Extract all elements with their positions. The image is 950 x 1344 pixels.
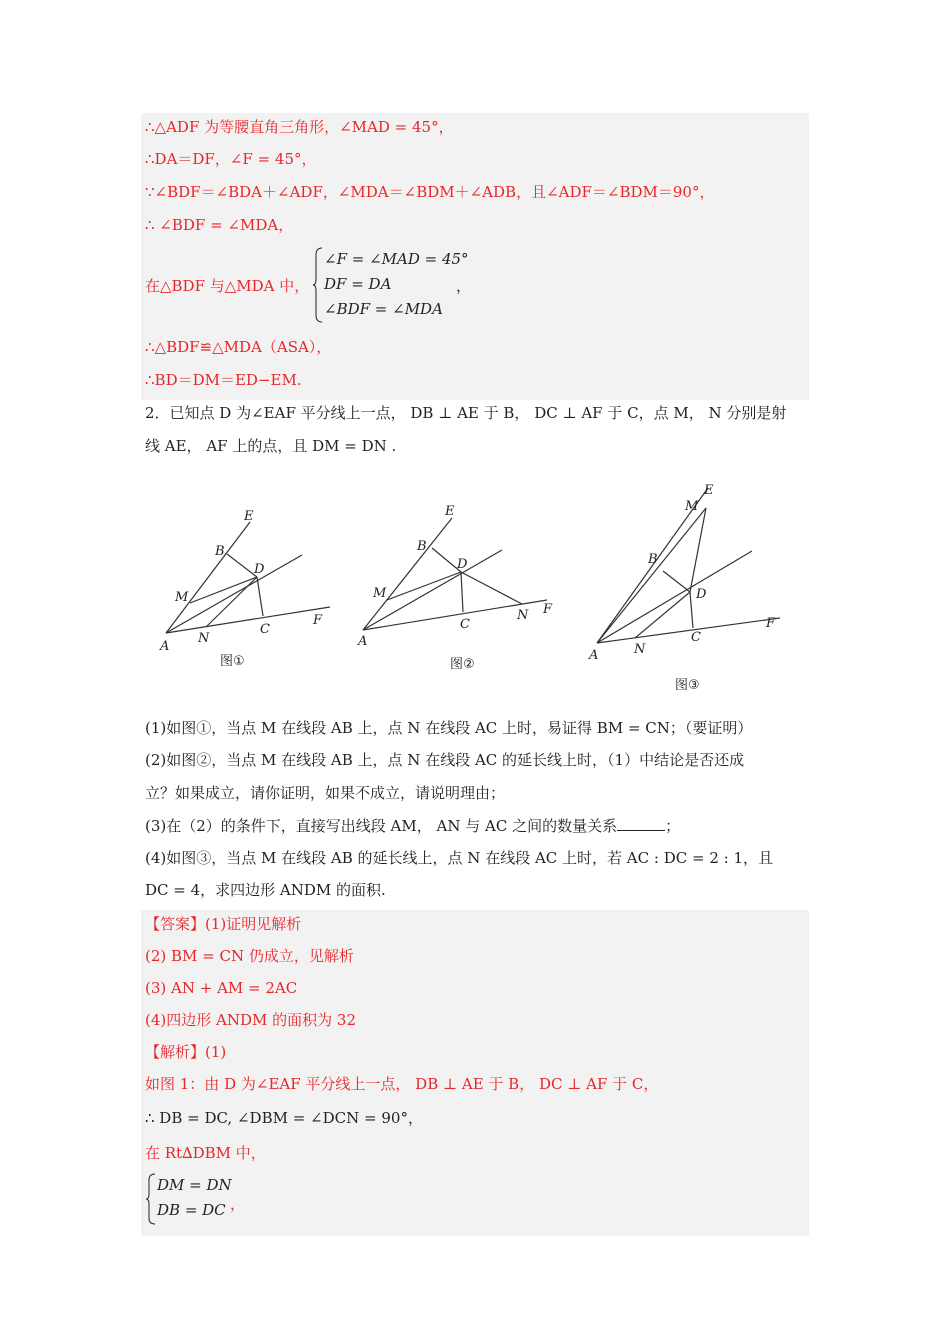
figure-2-caption: 图②: [450, 657, 475, 672]
system-line-2: DF = DA: [324, 275, 392, 293]
problem-line-2: 线 AE， AF 上的点，且 DM = DN .: [145, 437, 397, 455]
label-D: D: [254, 562, 265, 577]
answer-item-4: (4)四边形 ANDM 的面积为 32: [145, 1011, 356, 1029]
answer-line-1: [145, 913, 301, 935]
figure-3: [580, 478, 795, 698]
label-C: C: [691, 630, 701, 645]
label-B: B: [417, 539, 427, 554]
label-E: E: [445, 504, 455, 519]
answer-item-3: (3) AN + AM = 2AC: [145, 979, 298, 997]
solution-line-3: ∵∠BDF＝∠BDA＋∠ADF，∠MDA＝∠BDM＋∠ADB，且∠ADF＝∠BDM＝90°，: [145, 183, 715, 201]
label-B: B: [648, 552, 658, 567]
analysis-part: (1): [205, 1043, 227, 1061]
label-N: N: [517, 608, 529, 623]
question-1: (1)如图①，当点 M 在线段 AB 上，点 N 在线段 AC 上时，易证得 BM = CN；（要证明）: [145, 719, 753, 737]
figure-3-labels: [588, 483, 776, 663]
solution-line-1: ∴△ADF 为等腰直角三角形，∠MAD = 45°，: [145, 118, 454, 136]
question-4a: (4)如图③，当点 M 在线段 AB 的延长线上，点 N 在线段 AC 上时，若 AC : DC = 2 : 1，且: [145, 849, 773, 867]
label-F: F: [766, 616, 776, 631]
system-line-3: ∠BDF = ∠MDA: [324, 300, 443, 318]
analysis-system-line-2: DB = DC: [157, 1201, 226, 1219]
left-brace-icon: [312, 247, 324, 323]
label-C: C: [460, 617, 470, 632]
solution-line-2: ∴DA＝DF，∠F = 45°，: [145, 150, 317, 168]
solution-line-5: ∴△BDF≌△MDA（ASA），: [145, 338, 332, 356]
analysis-line-3: 在 Rt∆DBM 中，: [145, 1144, 266, 1162]
analysis-header: [145, 1041, 226, 1063]
label-A: A: [358, 634, 368, 649]
label-N: N: [634, 642, 646, 657]
analysis-line-2: ∴ DB = DC, ∠DBM = ∠DCN = 90°，: [145, 1109, 423, 1127]
figure-3-caption: 图③: [675, 678, 700, 693]
question-2b: 立？如果成立，请你证明，如果不成立，请说明理由；: [145, 784, 506, 802]
figure-1-caption: 图①: [220, 654, 245, 669]
label-C: C: [260, 622, 270, 637]
analysis-tag: 【解析】: [145, 1043, 206, 1061]
label-E: E: [244, 509, 254, 524]
question-2a: (2)如图②，当点 M 在线段 AB 上，点 N 在线段 AC 的延长线上时，（1）中结论是否还成: [145, 751, 745, 769]
system-prefix: 在△BDF 与△MDA 中，: [145, 277, 310, 295]
question-4b: DC = 4，求四边形 ANDM 的面积.: [145, 881, 386, 899]
label-N: N: [198, 631, 210, 646]
label-B: B: [215, 544, 225, 559]
left-brace-icon: [145, 1173, 157, 1225]
label-A: A: [589, 648, 599, 663]
question-3-end: ；: [665, 817, 681, 835]
analysis-line-1: 如图 1：由 D 为∠EAF 平分线上一点， DB ⊥ AE 于 B， DC ⊥ AF 于 C，: [145, 1075, 659, 1093]
label-D: D: [457, 557, 468, 572]
answer-tag: 【答案】: [145, 915, 206, 933]
label-E: E: [704, 483, 714, 498]
figure-1: [150, 500, 350, 670]
figure-1-labels: [159, 509, 323, 654]
system-suffix: ，: [456, 277, 472, 295]
solution-line-4: ∴ ∠BDF = ∠MDA，: [145, 216, 294, 234]
analysis-system-suffix: ，: [230, 1195, 246, 1213]
answer-item-2: (2) BM = CN 仍成立，见解析: [145, 947, 354, 965]
question-3-text: (3)在（2）的条件下，直接写出线段 AM， AN 与 AC 之间的数量关系: [145, 817, 618, 835]
answer-blank[interactable]: [617, 815, 665, 831]
label-M: M: [685, 499, 699, 514]
question-3: [145, 815, 680, 837]
answer-item-1: (1)证明见解析: [205, 915, 302, 933]
label-D: D: [696, 587, 707, 602]
label-F: F: [543, 602, 553, 617]
solution-line-6: ∴BD＝DM＝ED−EM.: [145, 371, 302, 389]
label-F: F: [313, 613, 323, 628]
figure-2: [350, 500, 560, 675]
analysis-system-line-1: DM = DN: [157, 1176, 232, 1194]
label-A: A: [160, 639, 170, 654]
label-M: M: [373, 586, 387, 601]
label-M: M: [175, 590, 189, 605]
system-line-1: ∠F = ∠MAD = 45°: [324, 250, 469, 268]
problem-line-1: 2．已知点 D 为∠EAF 平分线上一点， DB ⊥ AE 于 B， DC ⊥ AF 于 C，点 M， N 分别是射: [145, 404, 787, 422]
